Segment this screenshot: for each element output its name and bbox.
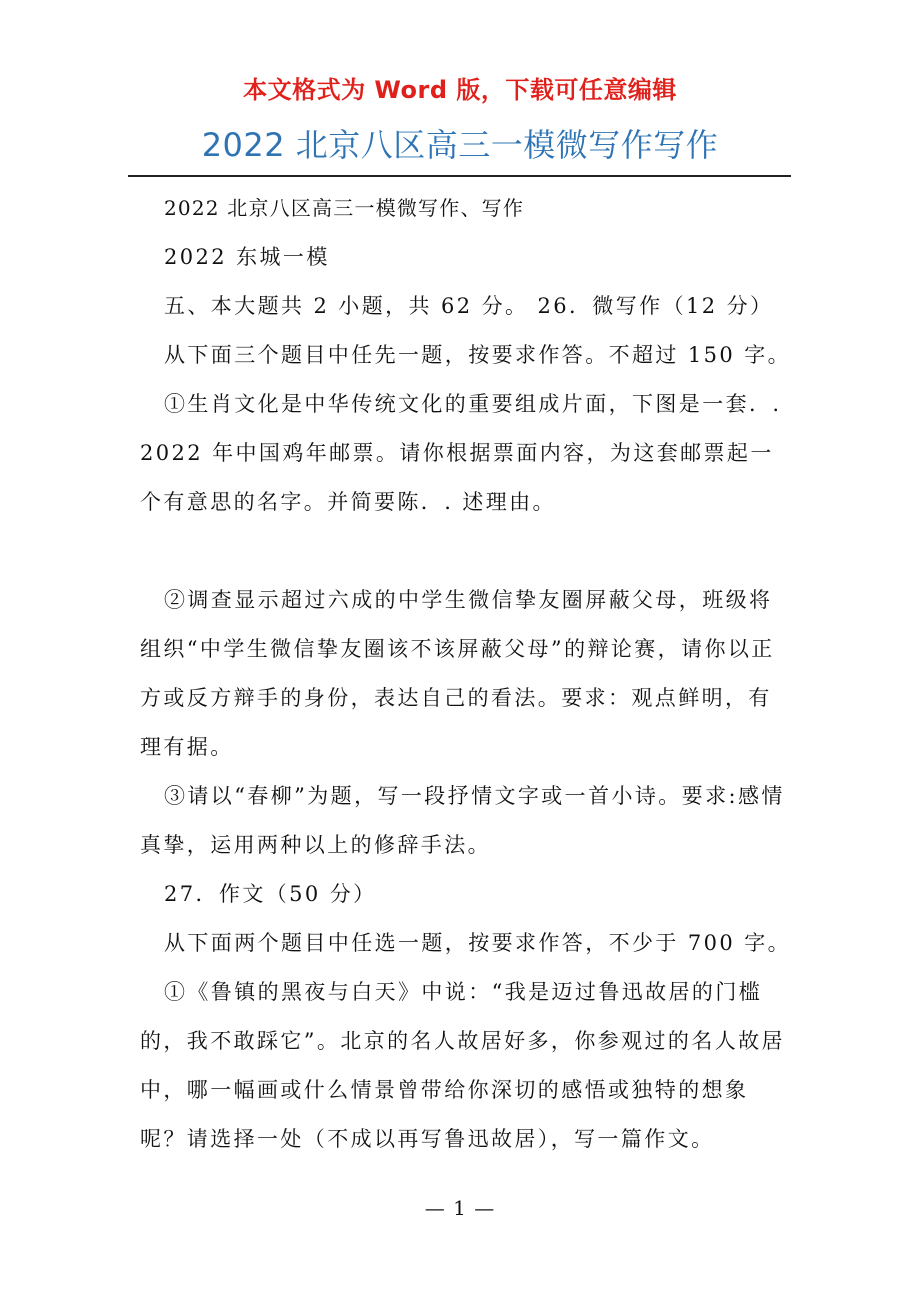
section-heading-paragraph: 五、本大题共 2 小题，共 62 分。 26．微写作（12 分） <box>164 294 774 318</box>
essay-instruction-paragraph: 从下面两个题目中任选一题，按要求作答，不少于 700 字。 <box>164 931 792 955</box>
option-two-paragraph: ②调查显示超过六成的中学生微信挚友圈屏蔽父母，班级将组织“中学生微信挚友圈该不该屏蔽父母”的辩论赛，请你以正方或反方辩手的身份，表达自己的看法。要求：观点鲜明，有理有据。 <box>140 588 775 759</box>
document-body <box>140 184 795 1164</box>
download-notice: 本文格式为 Word 版，下载可任意编辑 <box>243 76 677 104</box>
subtitle-paragraph: 2022 北京八区高三一模微写作、写作 <box>164 196 525 220</box>
instruction-paragraph: 从下面三个题目中任先一题，按要求作答。不超过 150 字。 <box>164 343 792 367</box>
exam-name-paragraph: 2022 东城一模 <box>164 245 330 269</box>
option-one-paragraph: ①生肖文化是中华传统文化的重要组成片面，下图是一套．. 2022 年中国鸡年邮票。请你根据票面内容，为这套邮票起一个有意思的名字。并简要陈．. 述理由。 <box>140 392 782 514</box>
title-divider <box>128 175 791 177</box>
blank-line <box>140 527 795 576</box>
option-three-paragraph: ③请以“春柳”为题，写一段抒情文字或一首小诗。要求:感情真挚，运用两种以上的修辞手法。 <box>140 784 785 857</box>
page-number: — 1 — <box>424 1196 496 1220</box>
document-title: 2022 北京八区高三一模微写作写作 <box>201 126 719 164</box>
essay-heading-paragraph: 27．作文（50 分） <box>164 882 377 906</box>
essay-option-one-paragraph: ①《鲁镇的黑夜与白天》中说：“我是迈过鲁迅故居的门槛的，我不敢踩它”。北京的名人故居好多，你参观过的名人故居中，哪一幅画或什么情景曾带给你深切的感悟或独特的想象呢？请选择一处（不成以再写鲁迅故居），写一篇作文。 <box>140 980 785 1151</box>
